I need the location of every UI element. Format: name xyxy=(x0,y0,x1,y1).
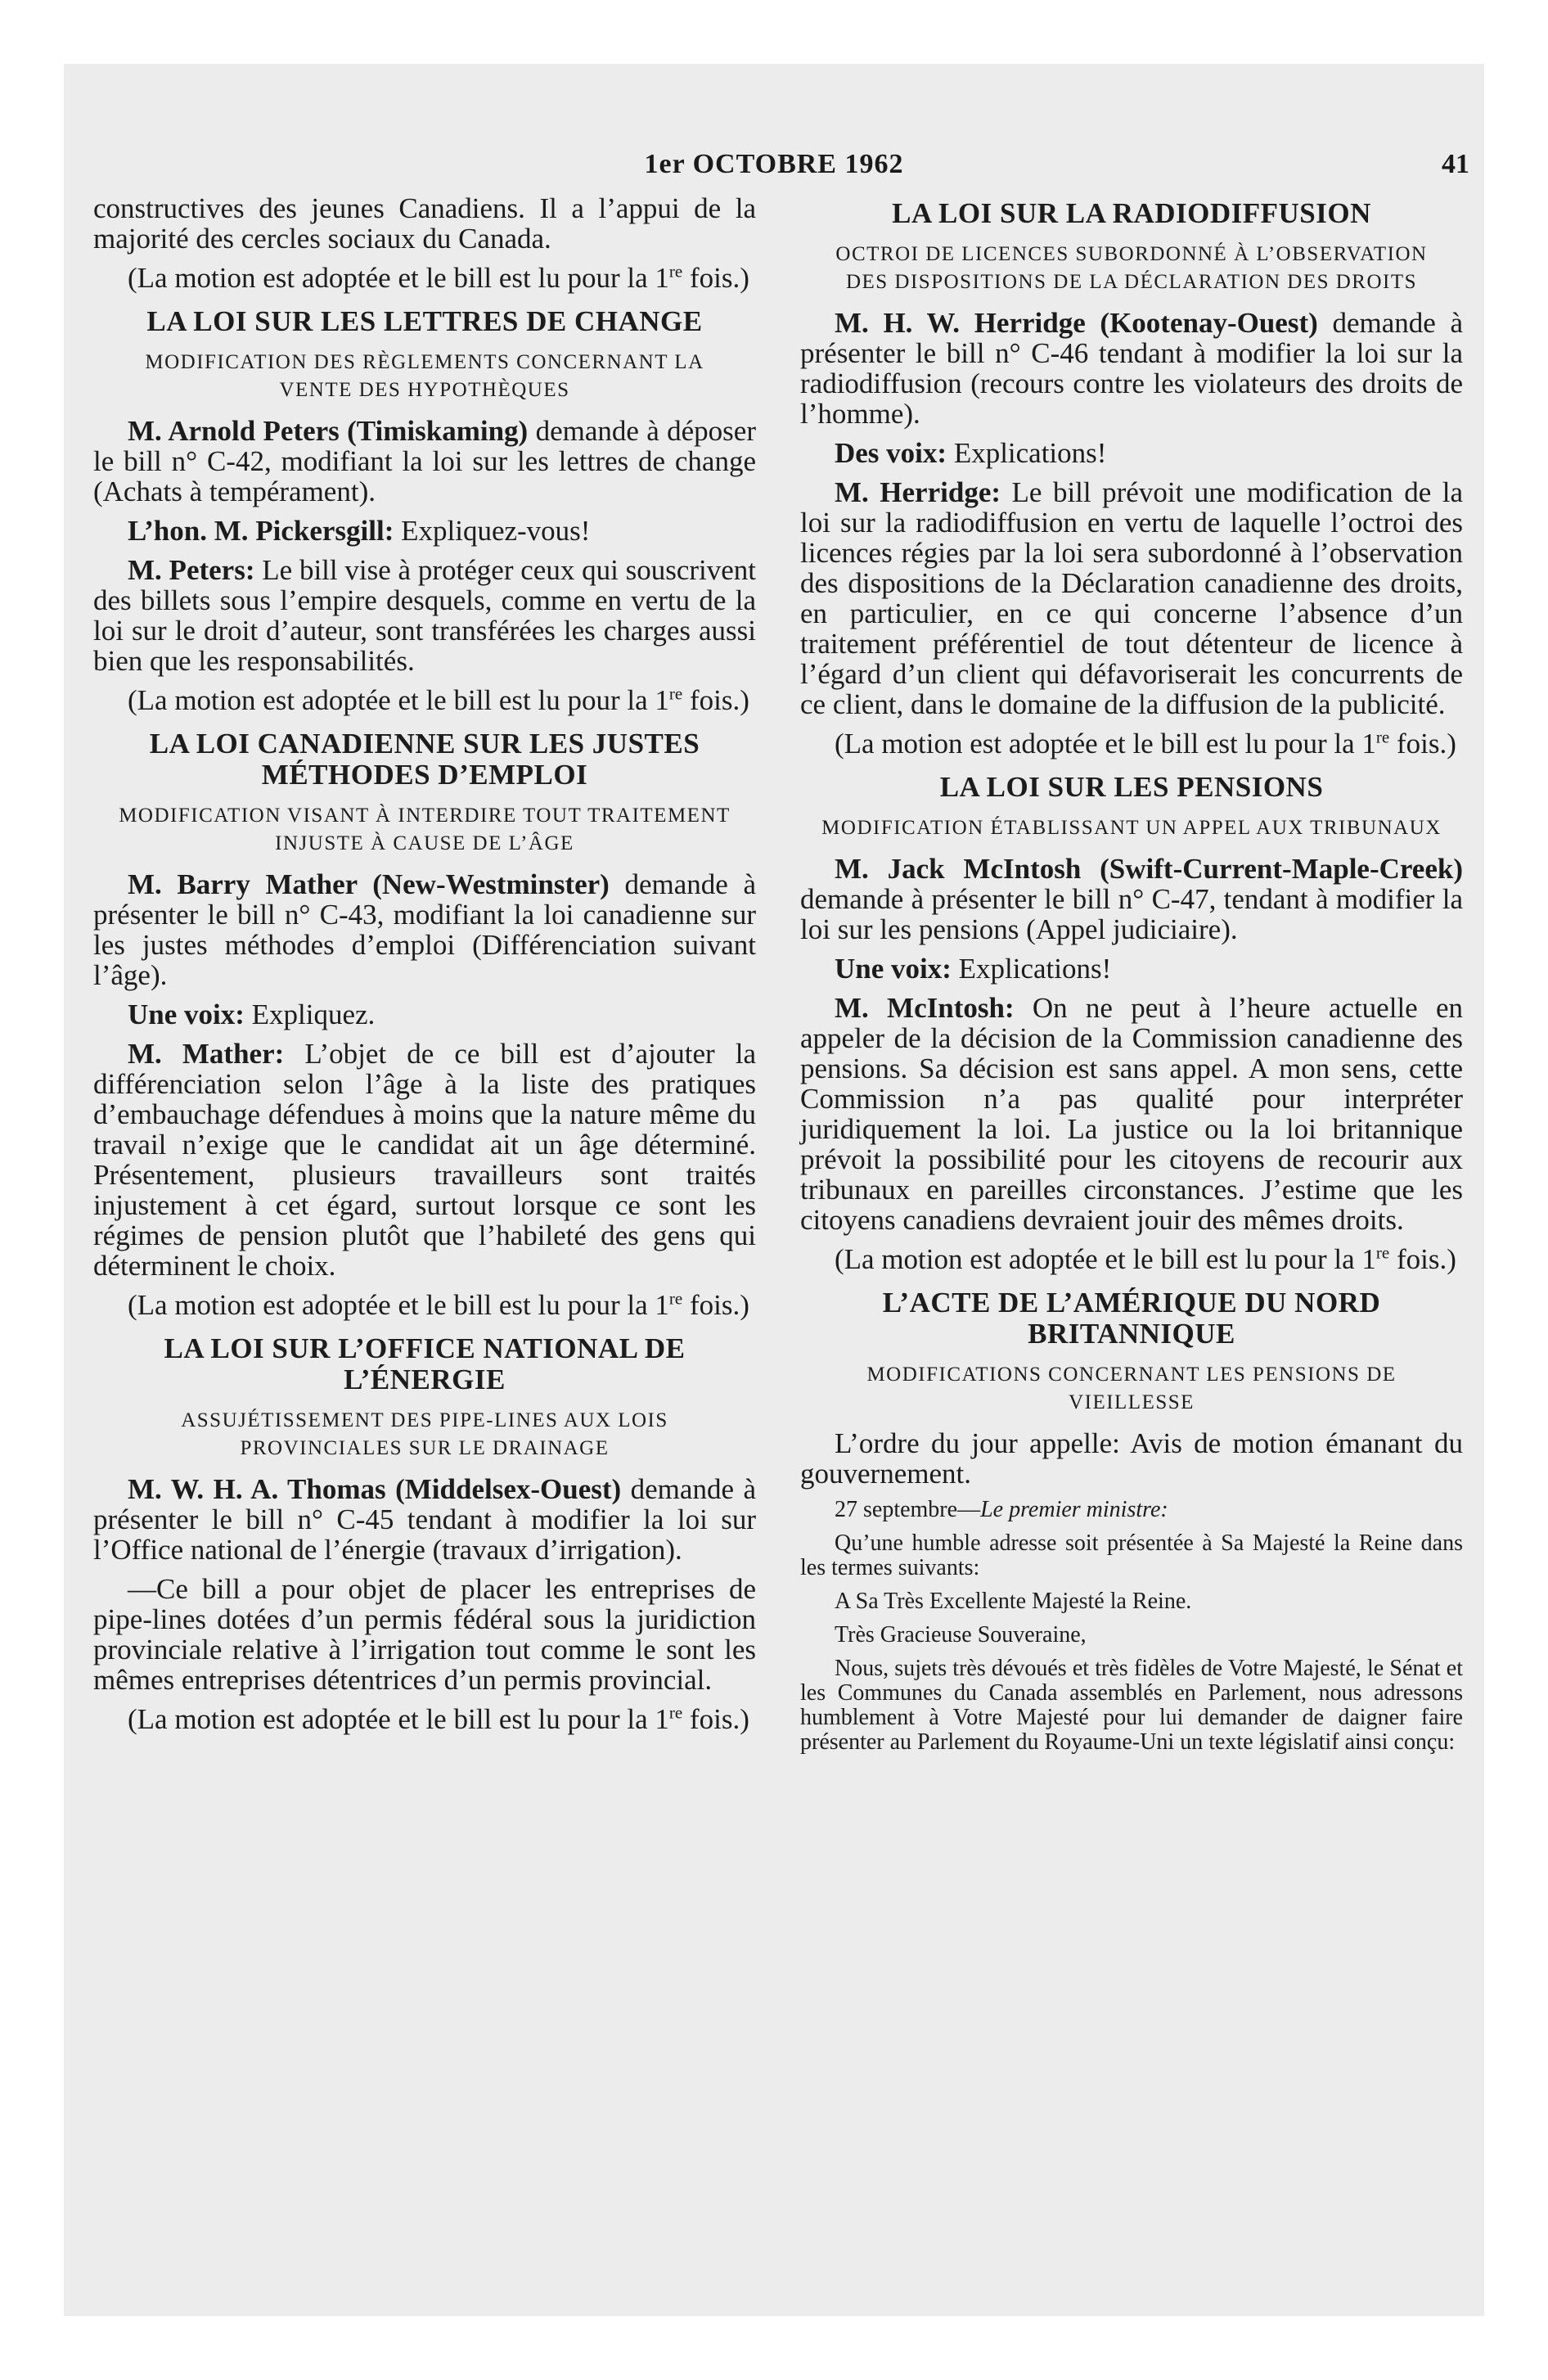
address-text: Très Gracieuse Souveraine, xyxy=(835,1622,1087,1648)
section-heading: LA LOI SUR LA RADIODIFFUSION xyxy=(892,197,1371,229)
paragraph: M. H. W. Herridge (Kootenay-Ouest) demande à présenter le bill n° C-46 tendant à modifier la loi sur la radiodiffusion (recours contre les violateurs des droits de l’homme). xyxy=(800,307,1463,430)
scanned-page xyxy=(64,64,1484,2316)
speaker: M. H. W. Herridge (Kootenay-Ouest) xyxy=(835,307,1318,339)
notice-date: 27 septembre—Le premier ministre: xyxy=(835,1497,1168,1522)
paragraph: M. McIntosh: On ne peut à l’heure actuelle en appeler de la décision de la Commission canadienne des pensions. Sa décision est sans appel. A mon sens, cette Commission n’a pas qualité pour interpréter juridiquement la loi. La justice ou la loi britannique prévoit la possibilité pour les citoyens de recourir aux tribunaux en pareilles circonstances. J’estime que les citoyens canadiens devraient jouir des mêmes droits. xyxy=(800,992,1463,1236)
motion-adopted: (La motion est adoptée et le bill est lu pour la 1re fois.) xyxy=(835,727,1456,760)
motion-adopted: (La motion est adoptée et le bill est lu pour la 1re fois.) xyxy=(128,683,749,716)
section-heading: LA LOI SUR L’OFFICE NATIONAL DE L’ÉNERGIE xyxy=(164,1332,686,1395)
paragraph: M. W. H. A. Thomas (Middelsex-Ouest) demande à présenter le bill n° C-45 tendant à modifier la loi sur l’Office national de l’énergie (travaux d’irrigation). xyxy=(93,1473,756,1566)
speaker: L’hon. M. Pickersgill: xyxy=(128,515,394,547)
speaker: M. Mather: xyxy=(128,1038,285,1070)
section-subheading: MODIFICATION ÉTABLISSANT UN APPEL AUX TRIBUNAUX xyxy=(821,817,1442,839)
speaker: M. W. H. A. Thomas (Middelsex-Ouest) xyxy=(128,1473,622,1505)
paragraph: M. Barry Mather (New-Westminster) demande à présenter le bill n° C-43, modifiant la loi canadienne sur les justes méthodes d’emploi (Différenciation suivant l’âge). xyxy=(93,868,756,991)
address-text: Qu’une humble adresse soit présentée à Sa Majesté la Reine dans les termes suivants: xyxy=(800,1530,1463,1580)
page-number: 41 xyxy=(1442,149,1469,179)
paragraph: M. Jack McIntosh (Swift-Current-Maple-Creek) demande à présenter le bill n° C-47, tendant à modifier la loi sur les pensions (Appel judiciaire). xyxy=(800,853,1463,945)
speaker: Une voix: xyxy=(835,953,952,985)
speaker: M. McIntosh: xyxy=(835,992,1015,1024)
section-heading: LA LOI CANADIENNE SUR LES JUSTES MÉTHODES D’EMPLOI xyxy=(149,728,700,791)
motion-adopted: (La motion est adoptée et le bill est lu pour la 1re fois.) xyxy=(128,261,749,294)
paragraph: L’hon. M. Pickersgill: Expliquez-vous! xyxy=(128,515,591,547)
paragraph: M. Herridge: Le bill prévoit une modification de la loi sur la radiodiffusion en vertu de laquelle l’octroi des licences régies par la loi sera subordonné à l’observation des dispositions de la Déclaration canadienne des droits, en particulier, en ce qui concerne l’absence d’un traitement préférentiel de tout détenteur de licence à l’égard d’un client qui défavoriserait les concurrents de ce client, dans le domaine de la diffusion de la publicité. xyxy=(800,476,1463,720)
section-subheading: MODIFICATIONS CONCERNANT LES PENSIONS DE VIEILLESSE xyxy=(866,1364,1397,1413)
paragraph: L’ordre du jour appelle: Avis de motion émanant du gouvernement. xyxy=(800,1427,1463,1490)
speaker: Une voix: xyxy=(128,998,245,1030)
section-heading: L’ACTE DE L’AMÉRIQUE DU NORD BRITANNIQUE xyxy=(882,1287,1381,1350)
right-column xyxy=(800,193,1463,1764)
motion-adopted: (La motion est adoptée et le bill est lu pour la 1re fois.) xyxy=(128,1702,749,1735)
paragraph: Une voix: Explications! xyxy=(835,953,1112,985)
paragraph: Une voix: Expliquez. xyxy=(128,998,376,1030)
paragraph: M. Arnold Peters (Timiskaming) demande à déposer le bill n° C-42, modifiant la loi sur les lettres de change (Achats à tempérament). xyxy=(93,415,756,507)
section-subheading: MODIFICATION VISANT À INTERDIRE TOUT TRAITEMENT INJUSTE À CAUSE DE L’ÂGE xyxy=(119,805,731,854)
motion-adopted: (La motion est adoptée et le bill est lu pour la 1re fois.) xyxy=(128,1288,749,1321)
section-heading: LA LOI SUR LES LETTRES DE CHANGE xyxy=(146,305,703,337)
address-text: A Sa Très Excellente Majesté la Reine. xyxy=(835,1589,1192,1614)
paragraph: —Ce bill a pour objet de placer les entreprises de pipe-lines dotées d’un permis fédéral sous la juridiction provinciale relative à l’irrigation tout comme le sont les mêmes entreprises détentrices d’un permis provincial. xyxy=(93,1573,756,1696)
speaker: M. Herridge: xyxy=(835,476,1001,508)
speaker: M. Arnold Peters (Timiskaming) xyxy=(128,415,529,447)
paragraph: M. Mather: L’objet de ce bill est d’ajouter la différenciation selon l’âge à la liste des pratiques d’embauchage défendues à moins que la nature même du travail n’exige que le candidat ait un âge déterminé. Présentement, plusieurs travailleurs sont traités injustement à cet égard, surtout lorsque ce sont les régimes de pension plutôt que l’habileté des gens qui déterminent le choix. xyxy=(93,1038,756,1282)
paragraph: Des voix: Explications! xyxy=(835,437,1107,469)
paragraph: M. Peters: Le bill vise à protéger ceux qui souscrivent des billets sous l’empire desquels, comme en vertu de la loi sur le droit d’auteur, sont transférées les charges aussi bien que les responsabilités. xyxy=(93,554,757,677)
address-text: Nous, sujets très dévoués et très fidèles de Votre Majesté, le Sénat et les Communes du Canada assemblés en Parlement, nous adressons humblement à Votre Majesté pour lui demander de daigner faire présenter au Parlement du Royaume-Uni un texte législatif ainsi conçu: xyxy=(800,1656,1463,1755)
motion-adopted: (La motion est adoptée et le bill est lu pour la 1re fois.) xyxy=(835,1242,1456,1275)
section-heading: LA LOI SUR LES PENSIONS xyxy=(939,771,1324,803)
section-subheading: MODIFICATION DES RÈGLEMENTS CONCERNANT LA VENTE DES HYPOTHÈQUES xyxy=(145,351,704,401)
left-column xyxy=(93,193,756,1743)
header-date: 1er OCTOBRE 1962 xyxy=(644,149,904,179)
speaker: M. Barry Mather (New-Westminster) xyxy=(128,868,610,900)
page-header xyxy=(64,64,1484,179)
section-subheading: ASSUJÉTISSEMENT DES PIPE-LINES AUX LOIS PROVINCIALES SUR LE DRAINAGE xyxy=(181,1409,668,1459)
paragraph: constructives des jeunes Canadiens. Il a l’appui de la majorité des cercles sociaux du Canada. xyxy=(93,192,756,255)
section-subheading: OCTROI DE LICENCES SUBORDONNÉ À L’OBSERVATION DES DISPOSITIONS DE LA DÉCLARATION DES DROITS xyxy=(835,243,1428,293)
speaker: M. Jack McIntosh (Swift-Current-Maple-Creek) xyxy=(835,853,1463,885)
speaker: M. Peters: xyxy=(128,554,255,586)
speaker: Des voix: xyxy=(835,437,947,469)
